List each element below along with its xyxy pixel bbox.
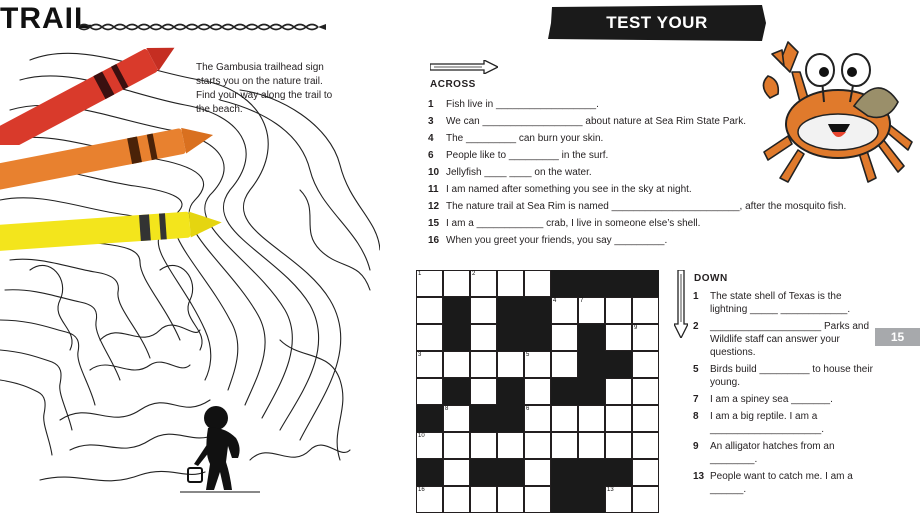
grid-clue-number: 13: [607, 487, 614, 493]
crossword-block: [497, 324, 524, 351]
crossword-block: [443, 324, 470, 351]
crossword-block: [416, 459, 443, 486]
clue-text: Birds build _________ to house their young.: [710, 364, 873, 388]
yellow-crayon-icon: [0, 205, 225, 255]
crossword-cell[interactable]: [632, 432, 659, 459]
clue-number: 16: [428, 235, 440, 246]
grid-clue-number: 3: [418, 352, 422, 358]
clue-text: When you greet your friends, you say _________.: [446, 235, 668, 246]
clue-number: 11: [428, 184, 439, 195]
clue-text: The nature trail at Sea Rim is named _______________________, after the mosquito fish.: [446, 201, 847, 212]
clue-number: 5: [693, 364, 699, 375]
arrow-right-icon: [430, 60, 498, 74]
clue-text: Jellyfish ____ ____ on the water.: [446, 167, 592, 178]
clue-text: People like to _________ in the surf.: [446, 150, 609, 161]
grid-clue-number: 1: [418, 271, 422, 277]
crossword-cell[interactable]: [605, 432, 632, 459]
page-number: 15: [890, 330, 905, 344]
crossword-block: [551, 459, 578, 486]
clue-text: ____________________ Parks and Wildlife staff can answer your questions.: [710, 321, 870, 358]
clue-number: 6: [428, 150, 434, 161]
clue-number: 10: [428, 167, 440, 178]
grid-clue-number: 10: [418, 433, 425, 439]
across-clue: [428, 234, 868, 251]
crossword-block: [497, 378, 524, 405]
hermit-crab-icon: [758, 32, 916, 190]
crossword-cell[interactable]: [632, 351, 659, 378]
down-clue: [693, 393, 873, 406]
crossword-block: [497, 405, 524, 432]
crossword-block: [578, 324, 605, 351]
crossword-cell[interactable]: [524, 270, 551, 297]
intro-line: Find your way along the trail to: [196, 90, 333, 101]
crossword-block: [551, 270, 578, 297]
across-clue: [428, 200, 868, 217]
grid-clue-number: 8: [445, 406, 449, 412]
crossword-cell[interactable]: [470, 324, 497, 351]
crossword-block: [416, 405, 443, 432]
crossword-cell[interactable]: [551, 351, 578, 378]
crossword-cell[interactable]: [443, 459, 470, 486]
down-clue: [693, 290, 873, 316]
clue-text: The state shell of Texas is the lightning _____ ____________.: [710, 291, 851, 315]
crossword-block: [605, 351, 632, 378]
crossword-cell[interactable]: [470, 432, 497, 459]
crossword-cell[interactable]: [605, 324, 632, 351]
arrow-down-icon: [674, 270, 688, 338]
intro-line: the beach.: [196, 104, 243, 115]
clue-number: 8: [693, 411, 699, 422]
orange-crayon-icon: [0, 120, 220, 190]
across-clue: [428, 217, 868, 234]
crossword-cell[interactable]: [524, 459, 551, 486]
crossword-cell[interactable]: [551, 432, 578, 459]
crossword-block: [605, 270, 632, 297]
down-clue: [693, 320, 873, 359]
crossword-cell[interactable]: [443, 351, 470, 378]
clue-text: I am a big reptile. I am a ____________________.: [710, 411, 825, 435]
crossword-block: [470, 459, 497, 486]
crossword-cell[interactable]: [470, 297, 497, 324]
clue-text: The _________ can burn your skin.: [446, 133, 604, 144]
intro-line: The Gambusia trailhead sign: [196, 62, 324, 73]
down-heading: DOWN: [694, 273, 728, 284]
crossword-block: [524, 324, 551, 351]
crossword-block: [524, 297, 551, 324]
clue-text: People want to catch me. I am a ______.: [710, 471, 853, 495]
page-title-trail: TRAIL: [0, 2, 94, 35]
clue-text: I am a spiney sea _______.: [710, 394, 833, 405]
clue-number: 9: [693, 441, 699, 452]
clue-number: 3: [428, 116, 434, 127]
clue-number: 12: [428, 201, 440, 212]
crossword-cell[interactable]: [632, 405, 659, 432]
crossword-block: [470, 405, 497, 432]
grid-clue-number: 16: [418, 487, 425, 493]
grid-clue-number: 7: [580, 298, 584, 304]
grid-clue-number: 2: [472, 271, 476, 277]
crossword-block: [605, 459, 632, 486]
crossword-cell[interactable]: [416, 378, 443, 405]
grid-clue-number: 9: [634, 325, 638, 331]
crossword-block: [551, 378, 578, 405]
crossword-cell[interactable]: [416, 324, 443, 351]
clue-text: I am a ____________ crab, I live in someone else’s shell.: [446, 218, 701, 229]
crossword-cell[interactable]: [578, 405, 605, 432]
crossword-block: [443, 297, 470, 324]
crossword-block: [578, 270, 605, 297]
crossword-cell[interactable]: [416, 297, 443, 324]
clue-text: Fish live in __________________.: [446, 99, 599, 110]
crossword-block: [443, 378, 470, 405]
section-title: TEST YOUR KNOWLEDGE: [598, 13, 716, 68]
crossword-block: [578, 378, 605, 405]
clue-number: 2: [693, 321, 699, 332]
clue-text: I am named after something you see in the sky at night.: [446, 184, 692, 195]
crossword-cell[interactable]: [605, 297, 632, 324]
crossword-cell[interactable]: [605, 405, 632, 432]
across-heading: ACROSS: [430, 79, 476, 90]
crossword-block: [578, 351, 605, 378]
decorative-divider: [78, 22, 326, 32]
crossword-cell[interactable]: [470, 378, 497, 405]
grid-clue-number: 6: [526, 406, 530, 412]
clue-number: 1: [693, 291, 699, 302]
crossword-cell[interactable]: [497, 351, 524, 378]
crossword-cell[interactable]: [551, 324, 578, 351]
clue-number: 13: [693, 471, 705, 482]
crossword-block: [578, 459, 605, 486]
grid-clue-number: 5: [526, 352, 530, 358]
down-clue-list: [693, 290, 873, 500]
clue-number: 1: [428, 99, 434, 110]
crossword-cell[interactable]: [470, 351, 497, 378]
crossword-cell[interactable]: [443, 270, 470, 297]
crossword-cell[interactable]: [632, 297, 659, 324]
down-clue: [693, 363, 873, 389]
down-clue: [693, 470, 873, 496]
crossword-block: [632, 270, 659, 297]
intro-line: starts you on the nature trail.: [196, 76, 323, 87]
crossword-cell[interactable]: [605, 378, 632, 405]
down-clue: [693, 410, 873, 436]
crossword-cell[interactable]: [524, 378, 551, 405]
crossword-cell[interactable]: [497, 270, 524, 297]
crossword-cell[interactable]: [578, 432, 605, 459]
crossword-cell[interactable]: [632, 459, 659, 486]
crossword-block: [497, 297, 524, 324]
clue-number: 7: [693, 394, 699, 405]
clue-text: An alligator hatches from an ________.: [710, 441, 835, 465]
clue-number: 15: [428, 218, 440, 229]
crossword-block: [497, 459, 524, 486]
crossword-cell[interactable]: [551, 405, 578, 432]
grid-clue-number: 4: [553, 298, 557, 304]
crossword-cell[interactable]: [524, 432, 551, 459]
clue-number: 4: [428, 133, 434, 144]
down-clue: [693, 440, 873, 466]
crossword-cell[interactable]: [443, 432, 470, 459]
crossword-cell[interactable]: [632, 378, 659, 405]
child-silhouette-icon: [180, 402, 260, 500]
clue-text: We can __________________ about nature at Sea Rim State Park.: [446, 116, 747, 127]
crossword-cell[interactable]: [497, 432, 524, 459]
